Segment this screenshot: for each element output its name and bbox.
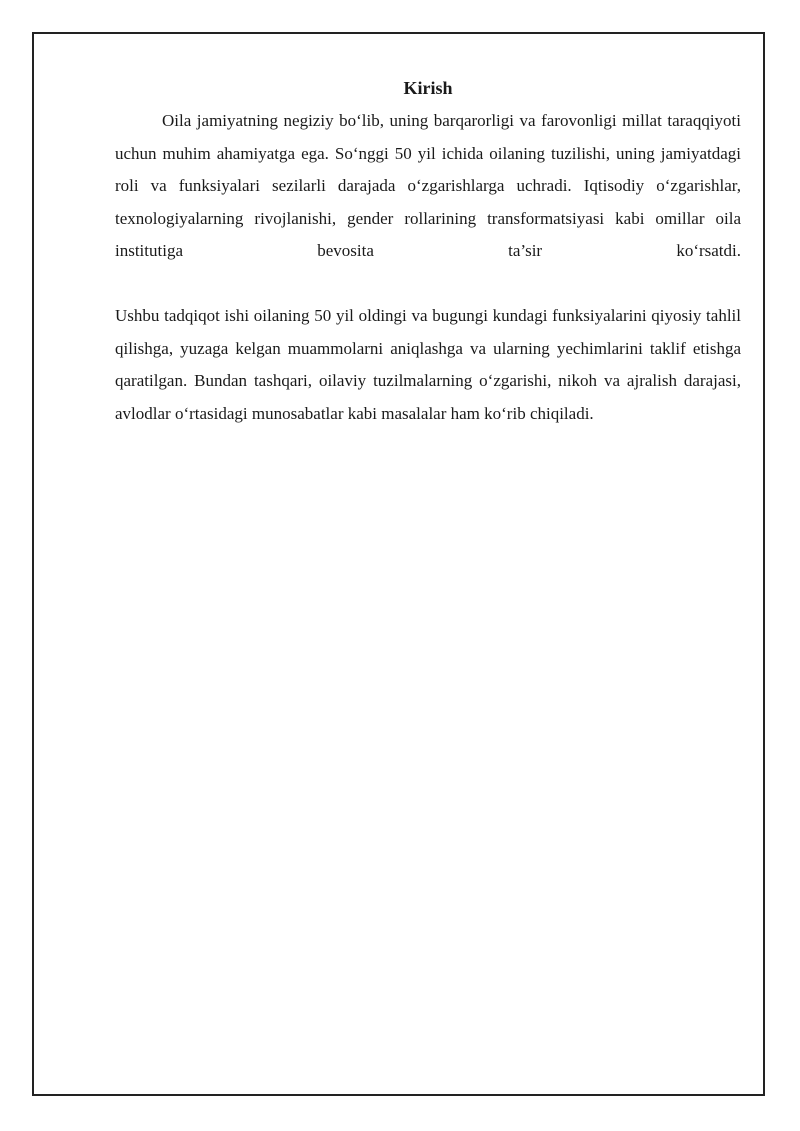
paragraph-spacer (115, 268, 741, 300)
section-title: Kirish (403, 78, 453, 98)
intro-paragraph-2: Ushbu tadqiqot ishi oilaning 50 yil oldingi va bugungi kundagi funksiyalarini qiyosiy tahlil qilishga, yuzaga kelgan muammolarni aniqlashga va ularning yechimlarini taklif etishga qaratilgan. Bundan tashqari, oilaviy tuzilmalarning o‘zgarishi, nikoh va ajralish darajasi, avlodlar o‘rtasidagi munosabatlar kabi masalalar ham ko‘rib chiqiladi. (115, 305, 741, 423)
intro-paragraph-1: Oila jamiyatning negiziy bo‘lib, uning barqarorligi va farovonligi millat taraqqiyoti uchun muhim ahamiyatga ega. So‘nggi 50 yil ichida oilaning tuzilishi, uning jamiyatdagi roli va funksiyalari sezilarli darajada o‘zgarishlarga uchradi. Iqtisodiy o‘zgarishlar, texnologiyalarning rivojlanishi, gender rollarining transformatsiyasi kabi omillar oila institutiga bevosita ta’sir ko‘rsatdi. (115, 111, 741, 261)
document-body (115, 74, 741, 430)
